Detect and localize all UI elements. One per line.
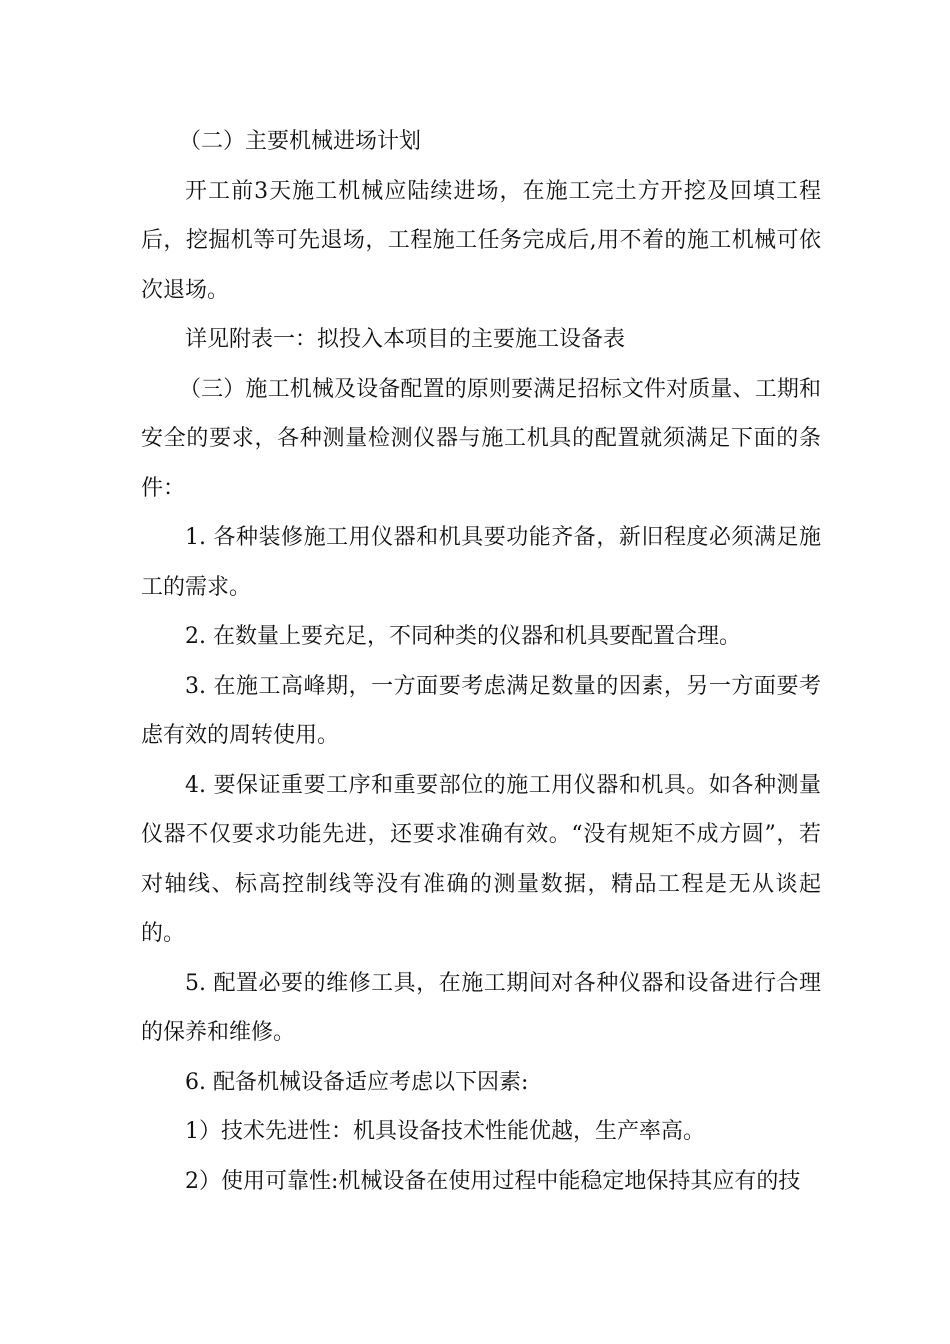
list-item-3: 3. 在施工高峰期，一方面要考虑满足数量的因素，另一方面要考虑有效的周转使用。: [141, 673, 821, 748]
sub-item-2: 2）使用可靠性:机械设备在使用过程中能稳定地保持其应有的技: [185, 1168, 801, 1194]
list-item-6: 6. 配备机械设备适应考虑以下因素:: [185, 1069, 529, 1095]
list-item-2: 2. 在数量上要充足，不同种类的仪器和机具要配置合理。: [185, 624, 741, 649]
heading-machinery-entry-plan: （二）主要机械进场计划: [179, 129, 422, 154]
paragraph-entry-schedule: 开工前3天施工机械应陆续进场，在施工完土方开挖及回填工程后，挖掘机等可先退场，工程施工任务完成后,用不着的施工机械可依次退场。: [141, 178, 821, 303]
document-body: [141, 117, 821, 1206]
paragraph-appendix-reference: 详见附表一：拟投入本项目的主要施工设备表: [185, 327, 626, 352]
paragraph-equipment-principles: （三）施工机械及设备配置的原则要满足招标文件对质量、工期和安全的要求，各种测量检测仪器与施工机具的配置就须满足下面的条件：: [141, 376, 821, 501]
list-item-4: 4. 要保证重要工序和重要部位的施工用仪器和机具。如各种测量仪器不仅要求功能先进，还要求准确有效。“没有规矩不成方圆”，若对轴线、标高控制线等没有准确的测量数据，精品工程是无从谈起的。: [141, 772, 821, 946]
list-item-1: 1. 各种装修施工用仪器和机具要功能齐备，新旧程度必须满足施工的需求。: [141, 525, 821, 600]
list-item-5: 5. 配置必要的维修工具，在施工期间对各种仪器和设备进行合理的保养和维修。: [141, 970, 821, 1045]
sub-item-1: 1）技术先进性：机具设备技术性能优越，生产率高。: [185, 1119, 705, 1144]
